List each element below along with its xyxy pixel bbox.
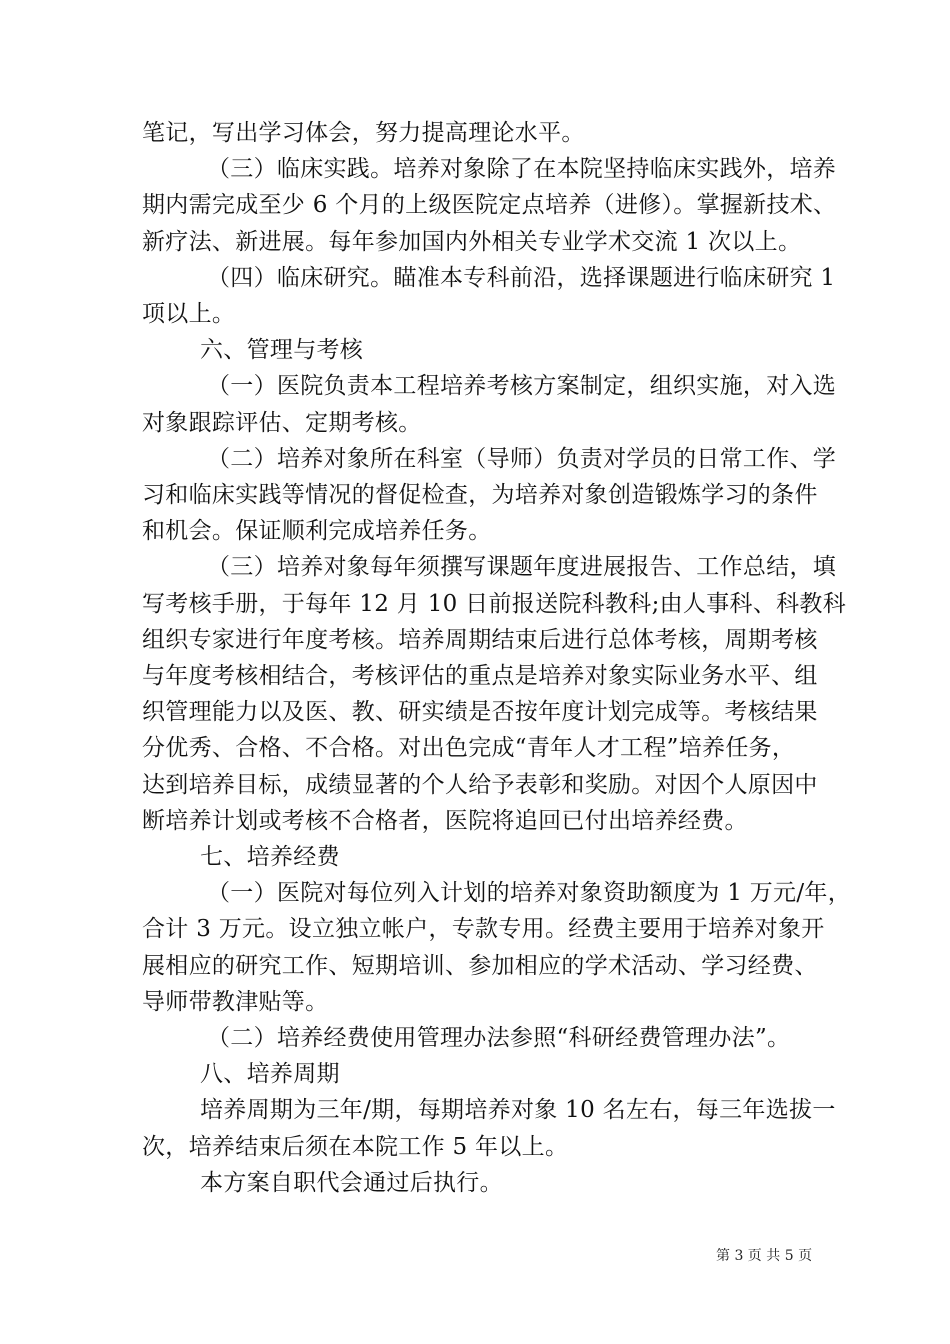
- text-line: （三）临床实践。培养对象除了在本院坚持临床实践外，培养: [207, 156, 837, 183]
- text-line: （四）临床研究。瞄准本专科前沿，选择课题进行临床研究 1: [207, 264, 836, 291]
- text-line: 新疗法、新进展。每年参加国内外相关专业学术交流 1 次以上。: [142, 228, 802, 255]
- section-heading: 八、培养周期: [200, 1061, 340, 1088]
- page-number: 第 3 页 共 5 页: [716, 1248, 813, 1264]
- text-line: （三）培养对象每年须撰写课题年度进展报告、工作总结，填: [207, 554, 837, 581]
- text-line: 与年度考核相结合，考核评估的重点是培养对象实际业务水平、组: [142, 663, 818, 689]
- text-line: 培养周期为三年/期，每期培养对象 10 名左右，每三年选拔一: [200, 1097, 836, 1124]
- text-line: 达到培养目标，成绩显著的个人给予表彰和奖励。对因个人原因中: [142, 771, 818, 798]
- text-line: 习和临床实践等情况的督促检查，为培养对象创造锻炼学习的条件: [142, 482, 818, 508]
- text-line: 分优秀、合格、不合格。对出色完成“青年人才工程”培养任务，: [142, 735, 796, 762]
- section-heading: 六、管理与考核: [200, 337, 364, 364]
- text-line: 合计 3 万元。设立独立帐户，专款专用。经费主要用于培养对象开: [142, 916, 825, 943]
- text-line: 展相应的研究工作、短期培训、参加相应的学术活动、学习经费、: [142, 952, 818, 979]
- text-line: （一）医院对每位列入计划的培养对象资助额度为 1 万元/年，: [207, 880, 852, 907]
- text-line: 导师带教津贴等。: [142, 988, 329, 1015]
- text-line: 对象跟踪评估、定期考核。: [142, 409, 422, 436]
- text-line: 笔记，写出学习体会，努力提高理论水平。: [142, 120, 585, 146]
- text-line: （二）培养对象所在科室（导师）负责对学员的日常工作、学: [207, 445, 837, 472]
- text-line: 本方案自职代会通过后执行。: [200, 1169, 503, 1196]
- text-line: 断培养计划或考核不合格者，医院将追回已付出培养经费。: [142, 807, 748, 834]
- text-line: 织管理能力以及医、教、研实绩是否按年度计划完成等。考核结果: [142, 699, 818, 726]
- text-line: 次，培养结束后须在本院工作 5 年以上。: [142, 1133, 569, 1160]
- text-line: （一）医院负责本工程培养考核方案制定，组织实施，对入选: [207, 373, 837, 400]
- text-line: 项以上。: [142, 301, 236, 327]
- text-line: 和机会。保证顺利完成培养任务。: [142, 518, 492, 545]
- section-heading: 七、培养经费: [200, 844, 340, 870]
- text-line: 写考核手册，于每年 12 月 10 日前报送院科教科;由人事科、科教科: [142, 590, 847, 617]
- text-line: 组织专家进行年度考核。培养周期结束后进行总体考核，周期考核: [142, 626, 818, 653]
- text-line: 期内需完成至少 6 个月的上级医院定点培养（进修）。掌握新技术、: [142, 192, 837, 219]
- text-line: （二）培养经费使用管理办法参照“科研经费管理办法”。: [207, 1025, 791, 1051]
